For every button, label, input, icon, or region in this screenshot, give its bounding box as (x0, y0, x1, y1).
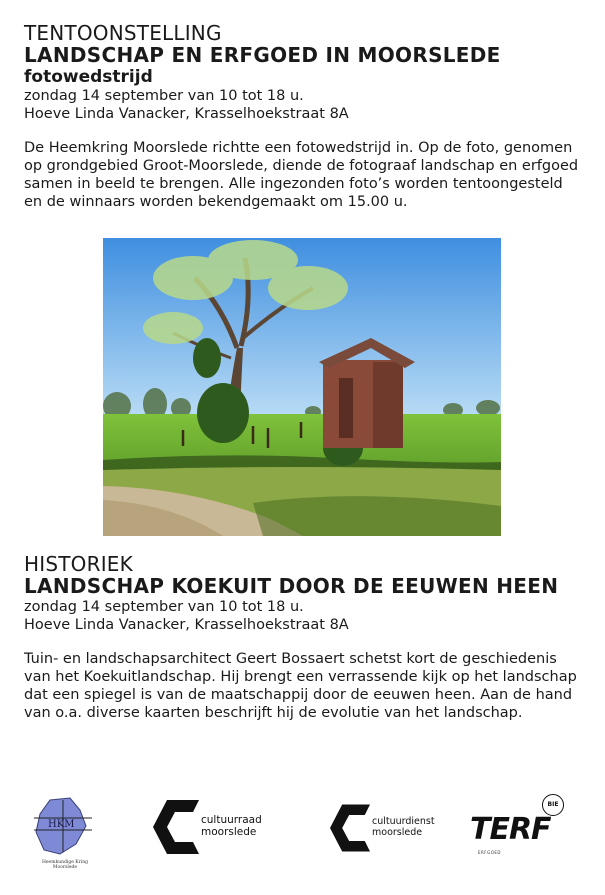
cultuurraad-line2: moorslede (201, 826, 257, 838)
bie-badge: BIE (542, 794, 564, 816)
terf-tagline: ERFGOED (478, 850, 501, 855)
event-date: zondag 14 september van 10 tot 18 u. (24, 599, 304, 615)
event-description: De Heemkring Moorslede richtte een fotowedstrijd in. Op de foto, genomen op grondgebied Groot-Moorslede, diende de fotograaf landschap en erfgoed samen in beeld te brengen. Alle ingezonden foto’s worden tentoongesteld en de winnaars worden bekendgemaakt om 15.00 u. (24, 140, 579, 210)
cultuurraad-logo (153, 800, 273, 854)
event-location: Hoeve Linda Vanacker, Krasselhoekstraat 8A (24, 106, 349, 122)
event-subtitle: fotowedstrijd (24, 67, 153, 87)
heemkring-caption: Heemkundige Kring Moorslede (41, 860, 89, 870)
event-description: Tuin- en landschapsarchitect Geert Bossaert schetst kort de geschiedenis van het Koekuitlandschap. Hij brengt een verrassende kijk op het landschap dat een spiegel is van de maatschappij door de eeuwen heen. Aan de hand van o.a. diverse kaarten beschrijft hij de evolutie van het landschap. (24, 651, 577, 721)
cultuurdienst-logo (330, 804, 450, 852)
event-location: Hoeve Linda Vanacker, Krasselhoekstraat 8A (24, 617, 349, 633)
event-exhibition (24, 22, 584, 211)
landscape-photo (103, 238, 501, 536)
cultuurdienst-line2: moorslede (372, 827, 423, 838)
terf-logo (470, 794, 570, 860)
event-history (24, 553, 584, 722)
event-title: LANDSCHAP KOEKUIT DOOR DE EEUWEN HEEN (24, 574, 559, 598)
event-title: LANDSCHAP EN ERFGOED IN MOORSLEDE (24, 43, 501, 67)
heemkring-logo (30, 796, 96, 868)
sponsor-logos (0, 790, 605, 870)
c-block-icon (153, 800, 199, 854)
cultuurraad-line1: cultuurraad (201, 814, 262, 826)
event-kicker: HISTORIEK (24, 552, 133, 576)
event-kicker: TENTOONSTELLING (24, 21, 222, 45)
event-date: zondag 14 september van 10 tot 18 u. (24, 88, 304, 104)
cultuurdienst-line1: cultuurdienst (372, 816, 435, 827)
terf-wordmark: TERF (470, 812, 551, 847)
svg-text:HKM: HKM (48, 819, 75, 830)
c-block-icon (330, 804, 370, 852)
